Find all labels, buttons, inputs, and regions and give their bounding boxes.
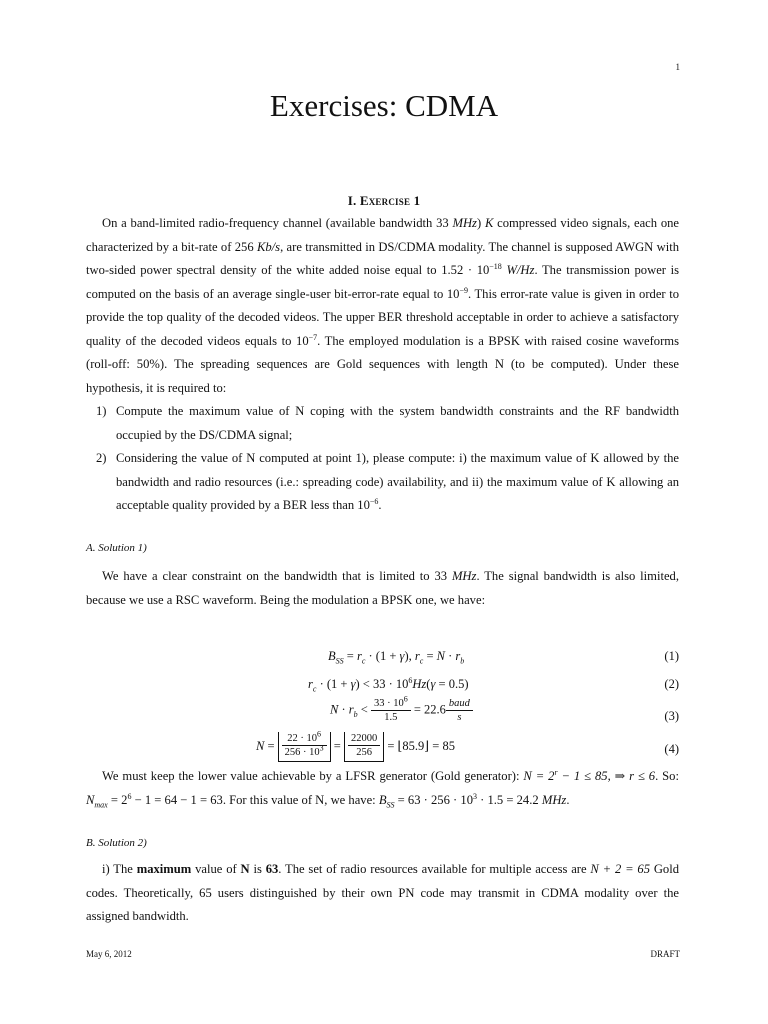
document-title: Exercises: CDMA (269, 88, 499, 123)
equation-2 (86, 673, 679, 697)
task-list (86, 400, 679, 518)
equation-1-expression: $B_{SS} = r_c \cdot (1 + \gamma)$, $r_c = N \cdot r_b$ (328, 649, 465, 666)
paragraph-problem-statement: On a band-limited radio-frequency channel (available bandwidth 33 MHz) K compressed video signals, each one characterized by a bit-rate of 256 Kb/s, are transmitted in DS/CDMA modality. The channel is supposed AWGN with two-sided power spectral density of the white added noise equal to $1.52 \cdot 10^{-18}$ W/Hz. The transmission power is computed on the basis of an average single-user bit-error-rate equal to $10^{-9}$. This error-rate value is given in order to provide the top quality of the decoded videos. The upper BER threshold acceptable in order to achieve a satisfactory quality of the decoded videos equals to $10^{-7}$. The employed modulation is a BPSK with raised cosine waveforms (roll-off: 50%). The spreading sequences are Gold sequences with length N (to be computed). Under these hypothesis, it is required to: (86, 216, 680, 395)
equation-number: (2) (664, 677, 679, 691)
list-item: 1) Compute the maximum value of N coping with the system bandwidth constraints and the RF bandwidth occupied by the DS/CDMA signal; (96, 404, 679, 442)
solution-2-heading: B. Solution 2) (86, 837, 147, 849)
section-heading: I. Exercise 1 (347, 193, 421, 208)
paragraph-solution-1: We have a clear constraint on the bandwidth that is limited to 33 MHz. The signal bandwidth is also limited, because we use a RSC waveform. Being the modulation a BPSK one, we have: (86, 569, 679, 607)
page-number: 1 (675, 62, 680, 72)
equation-2-expression: $r_c \cdot (1 + \gamma) < 33 \cdot 10^6Hz(\gamma = 0.5)$ (308, 675, 469, 694)
paragraph-solution-2: i) The maximum value of N is 63. The set of radio resources available for multiple access are N + 2 = 65 Gold codes. Theoretically, 65 users distinguished by their own PN code may transmit in CDMA modality over the assigned bandwidth. (86, 862, 680, 923)
equation-3-expression: $N \cdot r_b$ < $\frac{33 \cdot 10^6}{1.5}$ = 22.6 $\frac{\text{baud}}{s}$ (330, 697, 473, 724)
equation-number: (4) (664, 742, 679, 756)
equation-1 (86, 645, 679, 669)
solution-1-heading: A. Solution 1) (86, 542, 147, 554)
equation-3 (86, 694, 679, 731)
equation-number: (3) (664, 709, 679, 723)
equation-number: (1) (664, 649, 679, 663)
equation-4-expression: N = $\frac{22 \cdot 10^6}{256 \cdot 10^3}$ = $\frac{22000}{256}$ = ⌊85.9⌋ = 85 (256, 732, 455, 762)
paragraph-gold-generator: We must keep the lower value achievable by a LFSR generator (Gold generator): $N = 2^r - 1 \le 85$, ⇒ r ≤ 6. So: $N_{max} = 2^6 - 1 = 64 - 1 = 63$. For this value of N, we have: $B_{SS} = 63 \cdot 256 \cdot 10^3 \cdot 1.5 = 24.2$ MHz. (86, 767, 679, 810)
equation-4 (86, 729, 679, 766)
footer-date: May 6, 2012 (86, 949, 132, 959)
footer-status: DRAFT (650, 949, 680, 959)
list-item: 2) Considering the value of N computed at point 1), please compute: i) the maximum value of K allowed by the bandwidth and radio resources (i.e.: spreading code) availability, and ii) the maximum value of K allowing an acceptable quality provided by a BER less than $10^{-6}$. (96, 451, 679, 512)
